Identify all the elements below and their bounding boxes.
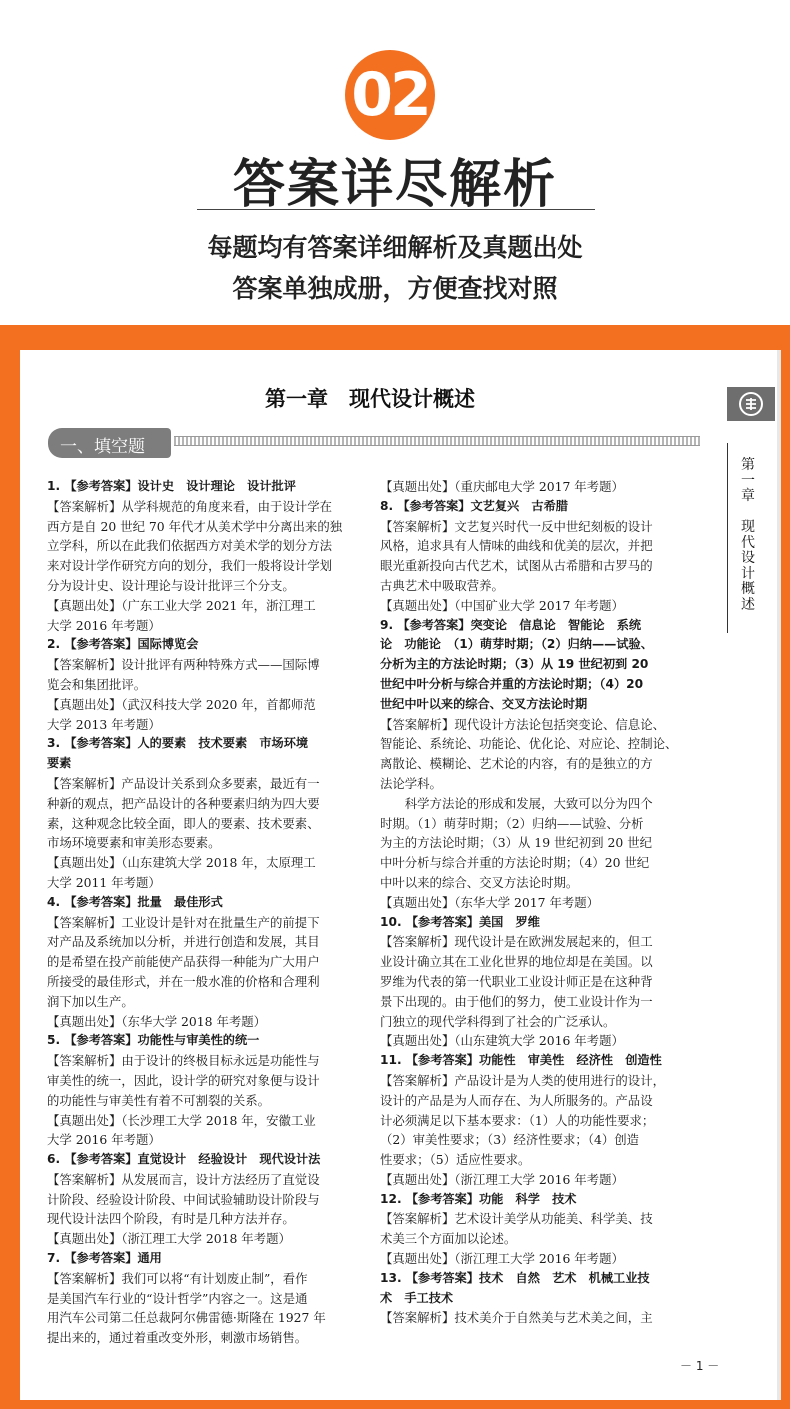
page-number: － 1 －	[680, 1359, 720, 1373]
answer-heading-line: 11. 【参考答案】功能性 审美性 经济性 创造性	[380, 1053, 662, 1068]
answer-heading-line: 9. 【参考答案】突变论 信息论 智能论 系统	[380, 617, 642, 632]
text-line: 门独立的现代学科得到了社会的广泛承认。	[380, 1013, 616, 1029]
text-line: 智能论、系统论、功能论、优化论、对应论、控制论、	[380, 736, 678, 752]
text-line: 【真题出处】（山东建筑大学 2016 年考题）	[380, 1033, 624, 1049]
text-line: 【答案解析】现代设计方法论包括突变论、信息论、	[380, 716, 665, 732]
text-line: 【答案解析】设计批评有两种特殊方式——国际博	[47, 657, 320, 673]
answer-heading-line: 论 功能论 （1）萌芽时期；（2）归纳——试验、	[380, 637, 653, 652]
answer-heading-line: 4. 【参考答案】批量 最佳形式	[47, 894, 223, 909]
right-text-column	[380, 477, 697, 1328]
answer-heading-line: 8. 【参考答案】文艺复兴 古希腊	[380, 498, 568, 513]
text-line: 大学 2016 年考题）	[47, 1132, 161, 1148]
header-banner	[0, 0, 790, 325]
text-line: 【真题出处】（中国矿业大学 2017 年考题）	[380, 597, 624, 613]
text-line: 分为设计史、设计理论与设计批评三个分支。	[47, 577, 295, 593]
text-line: 风格，追求具有人情味的曲线和优美的层次，并把	[380, 538, 653, 554]
text-line: 性要求；（5）适应性要求。	[380, 1152, 531, 1168]
text-line: 览会和集团批评。	[47, 676, 147, 692]
text-line: 【真题出处】（重庆邮电大学 2017 年考题）	[380, 479, 624, 494]
text-line: 市场环境要素和审美形态要素。	[47, 835, 221, 851]
answer-heading-line: 10. 【参考答案】美国 罗维	[380, 914, 540, 929]
book-logo-icon	[727, 387, 775, 421]
answer-heading-line: 要素	[47, 756, 72, 771]
answer-heading-line: 6. 【参考答案】直觉设计 经验设计 现代设计法	[47, 1152, 321, 1167]
text-line: 【答案解析】技术美介于自然美与艺术美之间，主	[380, 1310, 653, 1326]
text-line: 业设计确立其在工业化世界的地位却是在美国。以	[380, 954, 653, 970]
text-line: 【真题出处】（浙江理工大学 2016 年考题）	[380, 1171, 624, 1187]
subtitle-line-1: 每题均有答案详细解析及真题出处	[207, 233, 583, 262]
text-line: 【真题出处】（长沙理工大学 2018 年，安徽工业	[47, 1112, 316, 1128]
text-line: 【答案解析】产品设计是为人类的使用进行的设计，	[380, 1072, 665, 1088]
text-line: 计必须满足以下基本要求：（1）人的功能性要求；	[380, 1112, 655, 1128]
text-line: 的功能性与审美性有着不可割裂的关系。	[47, 1092, 271, 1108]
answer-heading-line: 5. 【参考答案】功能性与审美性的统一	[47, 1033, 260, 1048]
answer-heading-line: 12. 【参考答案】功能 科学 技术	[380, 1191, 577, 1206]
answer-heading-line: 7. 【参考答案】通用	[47, 1251, 162, 1266]
answer-heading-line: 术 手工技术	[380, 1290, 454, 1305]
text-line: 【真题出处】（浙江理工大学 2016 年考题）	[380, 1251, 624, 1267]
text-line: 中叶以来的综合、交叉方法论时期。	[380, 874, 579, 890]
text-line: 对产品及系统加以分析，并进行创造和发展，其目	[47, 934, 320, 950]
text-line: 【真题出处】（浙江理工大学 2018 年考题）	[47, 1231, 291, 1247]
text-line: 科学方法论的形成和发展，大致可以分为四个	[380, 795, 653, 811]
answer-heading-line: 世纪中叶以来的综合、交叉方法论时期	[380, 696, 588, 711]
text-line: 来对设计学作研究方向的划分，我们一般将设计学划	[47, 558, 332, 574]
section-number-badge: 02	[345, 50, 435, 140]
text-line: 法论学科。	[380, 775, 442, 791]
text-line: 大学 2016 年考题）	[47, 617, 161, 633]
text-line: 【答案解析】我们可以将“有计划废止制”，看作	[47, 1270, 308, 1286]
text-line: 景下出现的。由于他们的努力，使工业设计作为一	[380, 993, 653, 1009]
text-line: 罗维为代表的第一代职业工业设计师正是在这种背	[380, 973, 653, 989]
left-text-column	[47, 477, 362, 1348]
text-line: 【答案解析】艺术设计美学从功能美、科学美、技	[380, 1211, 653, 1227]
chapter-sidebar-label: 第 一 章 现 代 设 计 概 述	[741, 457, 755, 613]
chapter-title: 第一章 现代设计概述	[265, 387, 475, 411]
text-line: 的是希望在投产前能使产品获得一种能为广大用户	[47, 954, 320, 970]
answer-heading-line: 13. 【参考答案】技术 自然 艺术 机械工业技	[380, 1270, 650, 1285]
text-line: 【答案解析】产品设计关系到众多要素，最近有一	[47, 775, 320, 791]
text-line: 素，这种观念比较全面，即人的要素、技术要素、	[47, 815, 320, 831]
answer-heading-line: 2. 【参考答案】国际博览会	[47, 637, 199, 652]
subtitle-line-2: 答案单独成册，方便查找对照	[232, 274, 558, 303]
text-line: 种新的观点，把产品设计的各种要素归纳为四大要	[47, 795, 320, 811]
text-line: 【真题出处】（武汉科技大学 2020 年，首都师范	[47, 696, 316, 712]
text-line: 用汽车公司第二任总裁阿尔佛雷德·斯隆在 1927 年	[47, 1310, 326, 1326]
text-line: 古典艺术中吸取营养。	[380, 577, 504, 593]
text-line: 是美国汽车行业的“设计哲学”内容之一。这是通	[47, 1290, 308, 1306]
text-line: （2）审美性要求；（3）经济性要求；（4）创造	[380, 1132, 640, 1148]
text-line: 润下加以生产。	[47, 993, 134, 1009]
text-line: 【答案解析】工业设计是针对在批量生产的前提下	[47, 914, 320, 930]
text-line: 中叶分析与综合并重的方法论时期；（4）20 世纪	[380, 855, 650, 871]
text-line: 所接受的最佳形式，并在一般水准的价格和合理利	[47, 973, 320, 989]
answer-heading-line: 3. 【参考答案】人的要素 技术要素 市场环境	[47, 736, 309, 751]
text-line: 为主的方法论时期；（3）从 19 世纪初到 20 世纪	[380, 835, 653, 851]
page-title: 答案详尽解析	[232, 155, 557, 215]
text-line: 【真题出处】（广东工业大学 2021 年，浙江理工	[47, 597, 316, 613]
sidebar-divider	[727, 443, 728, 633]
text-line: 【答案解析】文艺复兴时代一反中世纪刻板的设计	[380, 518, 653, 534]
answer-heading-line: 世纪中叶分析与综合并重的方法论时期；（4）20	[380, 676, 644, 691]
text-line: 【真题出处】（东华大学 2018 年考题）	[47, 1013, 267, 1029]
text-line: 离散论、模糊论、艺术论的内容，有的是独立的方	[380, 756, 653, 772]
text-line: 大学 2013 年考题）	[47, 716, 161, 732]
text-line: 【答案解析】现代设计是在欧洲发展起来的，但工	[380, 934, 653, 950]
text-line: 立学科，所以在此我们依据西方对美术学的划分方法	[47, 538, 332, 554]
text-line: 西方是自 20 世纪 70 年代才从美术学中分离出来的独	[47, 518, 343, 534]
text-line: 术美三个方面加以论述。	[380, 1231, 517, 1247]
title-divider	[197, 209, 595, 210]
text-line: 眼光重新投向古代艺术，试图从古希腊和古罗马的	[380, 558, 653, 574]
text-line: 现代设计法四个阶段，有时是几种方法并存。	[47, 1211, 295, 1227]
text-line: 【真题出处】（东华大学 2017 年考题）	[380, 894, 600, 910]
section-label: 一、填空题	[60, 437, 145, 457]
text-line: 审美性的统一，因此，设计学的研究对象便与设计	[47, 1072, 320, 1088]
text-line: 大学 2011 年考题）	[47, 874, 161, 890]
text-line: 【答案解析】从学科规范的角度来看，由于设计学在	[47, 498, 332, 514]
text-line: 时期。（1）萌芽时期；（2）归纳——试验、分析	[380, 815, 644, 831]
text-line: 【真题出处】（山东建筑大学 2018 年，太原理工	[47, 855, 316, 871]
section-divider	[174, 436, 700, 446]
text-line: 计阶段、经验设计阶段、中间试验辅助设计阶段与	[47, 1191, 320, 1207]
text-line: 设计的产品是为人而存在、为人所服务的。产品设	[380, 1092, 653, 1108]
text-line: 【答案解析】从发展而言，设计方法经历了直觉设	[47, 1171, 320, 1187]
answer-heading-line: 分析为主的方法论时期；（3）从 19 世纪初到 20	[380, 657, 649, 672]
text-line: 提出来的，通过着重改变外形，刺激市场销售。	[47, 1330, 308, 1346]
answer-heading-line: 1. 【参考答案】设计史 设计理论 设计批评	[47, 479, 296, 493]
text-line: 【答案解析】由于设计的终极目标永远是功能性与	[47, 1053, 320, 1069]
